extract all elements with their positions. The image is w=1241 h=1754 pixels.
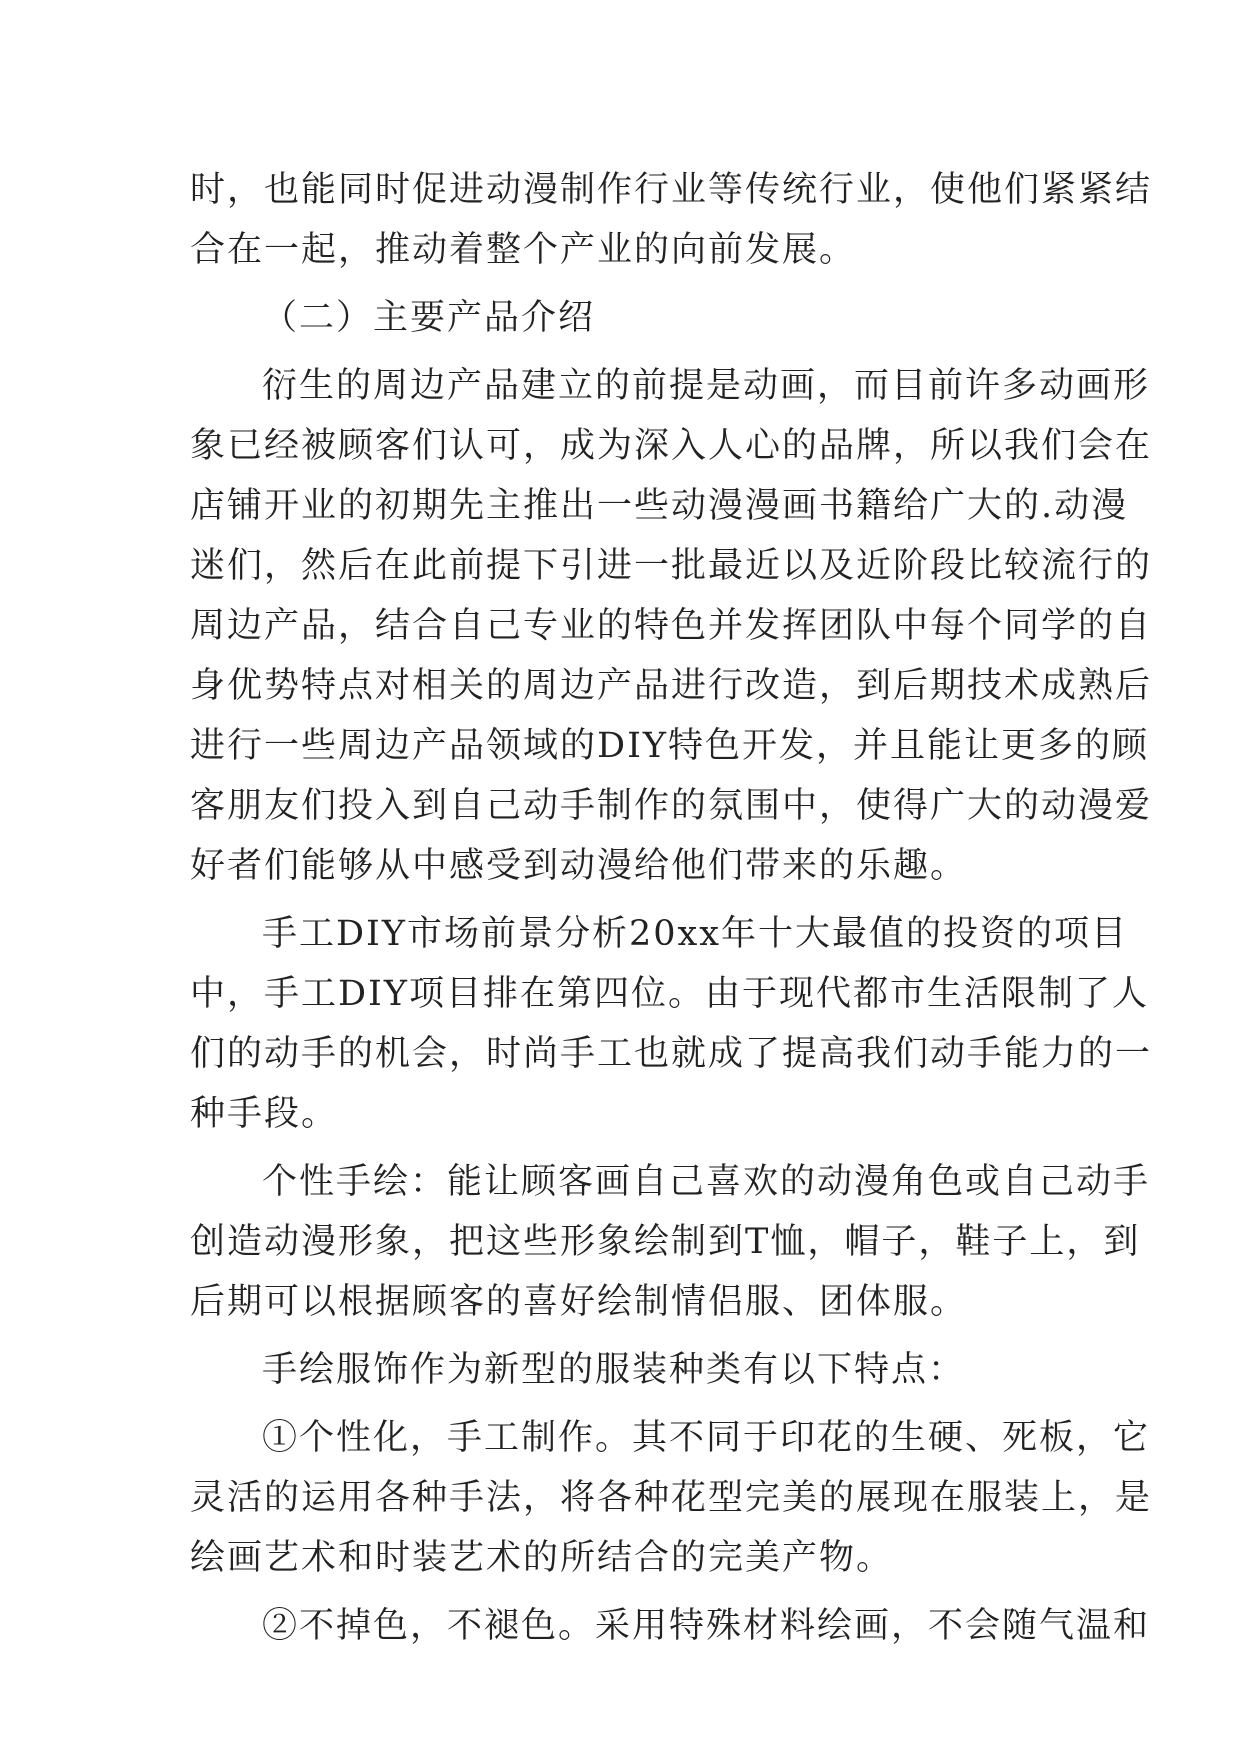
paragraph [190,160,1153,280]
text-line: 绘画艺术和时装艺术的所结合的完美产物。 [190,1538,894,1578]
text-line: 进行一些周边产品领域的DIY特色开发，并且能让更多的顾 [190,726,1149,766]
text-line: 个性手绘：能让顾客画自己喜欢的动漫角色或自己动手 [262,1162,1151,1202]
text-line: 衍生的周边产品建立的前提是动画，而目前许多动画形 [262,366,1151,406]
text-line: 身优势特点对相关的周边产品进行改造，到后期技术成熟后 [190,666,1153,706]
text-line: 时，也能同时促进动漫制作行业等传统行业，使他们紧紧结 [190,170,1153,210]
text-line: 合在一起，推动着整个产业的向前发展。 [190,230,857,270]
text-line: ②不掉色，不褪色。采用特殊材料绘画，不会随气温和 [262,1606,1151,1646]
text-line: 迷们，然后在此前提下引进一批最近以及近阶段比较流行的 [190,546,1153,586]
text-line: 中，手工DIY项目排在第四位。由于现代都市生活限制了人 [190,974,1149,1014]
text-line: ①个性化，手工制作。其不同于印花的生硬、死板，它 [262,1418,1151,1458]
text-line: 灵活的运用各种手法，将各种花型完美的展现在服装上，是 [190,1478,1153,1518]
text-line: 手工DIY市场前景分析20xx年十大最值的投资的项目 [262,914,1129,954]
text-line: 手绘服饰作为新型的服装种类有以下特点： [262,1350,966,1390]
paragraph [190,1340,1060,1400]
paragraph [190,356,1153,896]
text-line: 店铺开业的初期先主推出一些动漫漫画书籍给广大的.动漫 [190,486,1129,526]
paragraph [190,1408,1153,1588]
text-line: （二）主要产品介绍 [262,298,596,338]
text-line: 种手段。 [190,1094,339,1134]
text-line: 后期可以根据顾客的喜好绘制情侣服、团体服。 [190,1282,968,1322]
text-line: 客朋友们投入到自己动手制作的氛围中，使得广大的动漫爱 [190,786,1153,826]
section-heading [190,288,1060,348]
paragraph [190,1596,1151,1656]
document-body [190,160,1153,1656]
paragraph [190,904,1153,1144]
paragraph [190,1152,1151,1332]
text-line: 创造动漫形象，把这些形象绘制到T恤，帽子，鞋子上，到 [190,1222,1141,1262]
text-line: 象已经被顾客们认可，成为深入人心的品牌，所以我们会在 [190,426,1153,466]
text-line: 好者们能够从中感受到动漫给他们带来的乐趣。 [190,846,968,886]
text-line: 们的动手的机会，时尚手工也就成了提高我们动手能力的一 [190,1034,1153,1074]
text-line: 周边产品，结合自己专业的特色并发挥团队中每个同学的自 [190,606,1153,646]
